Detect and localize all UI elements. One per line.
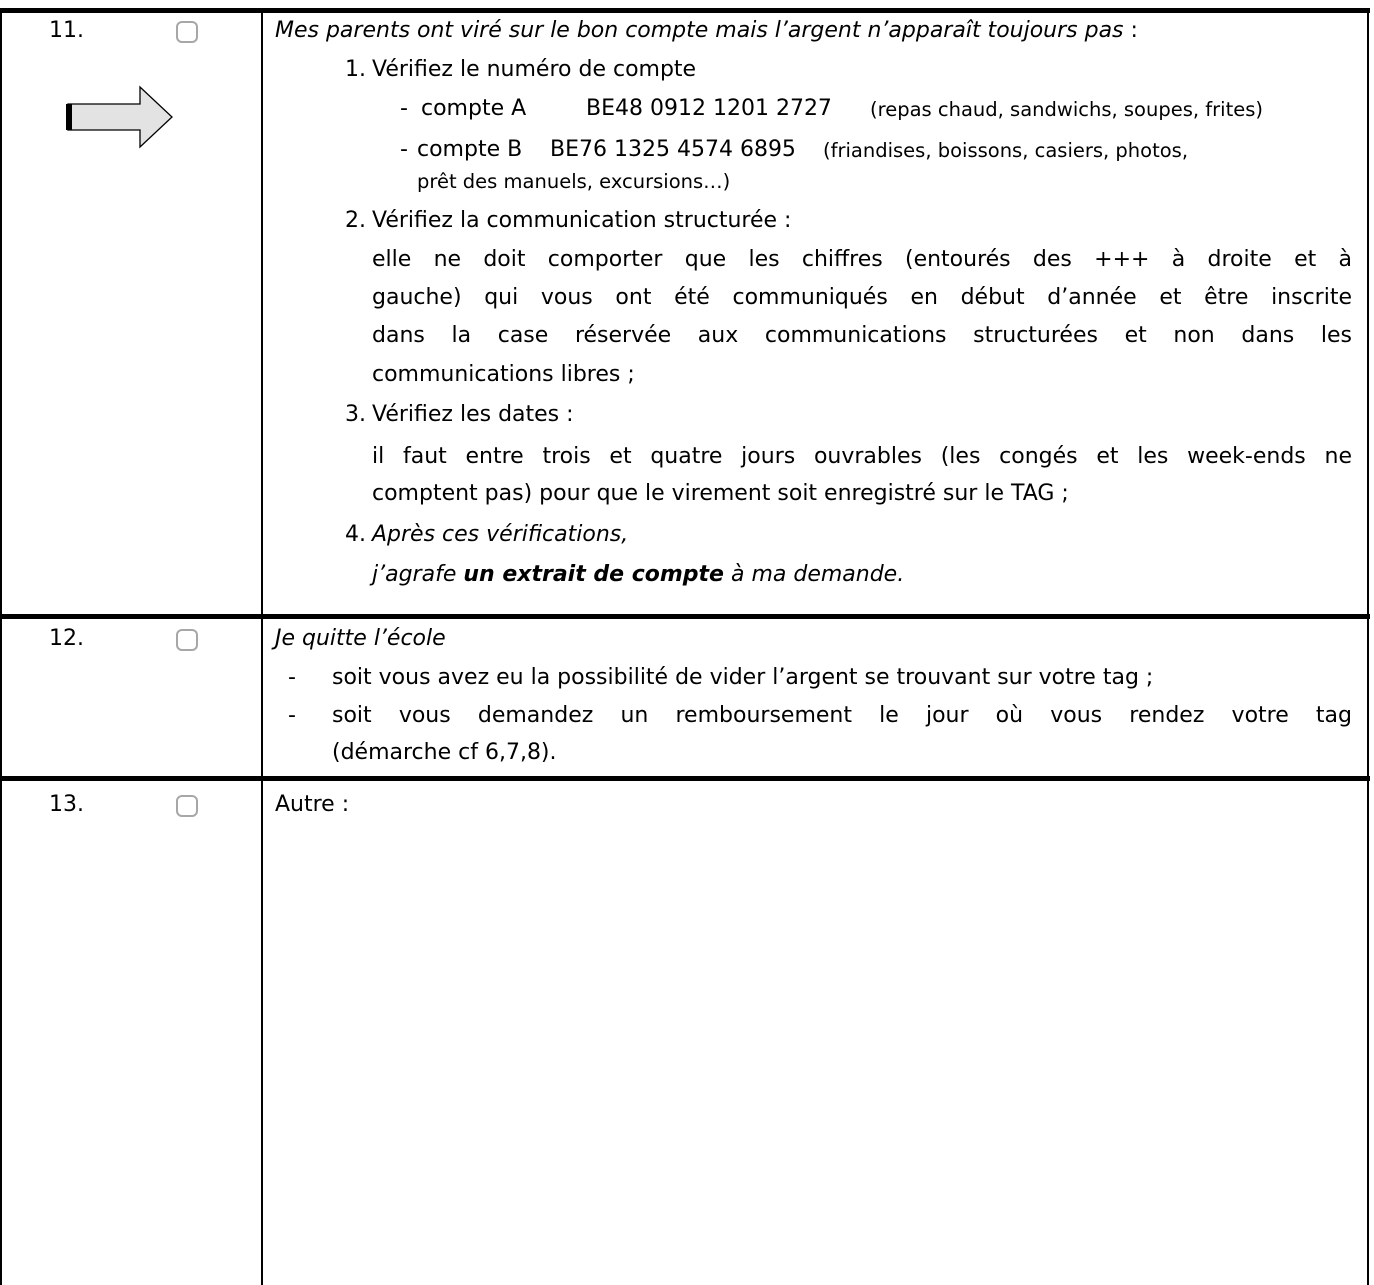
list-dash: - [400, 96, 408, 121]
account-iban: BE48 0912 1201 2727 [586, 96, 832, 121]
row-number: 13. [49, 792, 84, 817]
bullet-paragraph [332, 701, 1352, 731]
row-number: 11. [49, 18, 84, 43]
column-divider [261, 8, 263, 1285]
step-number: 1. [345, 57, 366, 82]
paragraph-line: soit vous demandez un remboursement le jour où vous rendez votre tag [332, 703, 1352, 728]
paragraph-line: communications libres ; [372, 362, 635, 387]
step-label: Vérifiez les dates : [372, 402, 574, 427]
step-conclusion [372, 560, 904, 590]
conclusion-pre: j’agrafe [372, 562, 464, 587]
account-iban: BE76 1325 4574 6895 [550, 137, 796, 162]
account-detail: (friandises, boissons, casiers, photos, [823, 139, 1189, 162]
row-title [275, 16, 1138, 46]
paragraph-line: dans la case réservée aux communications structurées et non dans les [372, 323, 1352, 348]
row-title-text: Mes parents ont viré sur le bon compte mais l’argent n’apparaît toujours pas [275, 18, 1124, 43]
row-checkbox[interactable] [176, 795, 198, 817]
table-left-border [0, 8, 2, 1285]
list-dash: - [400, 137, 408, 162]
row-title: Je quitte l’école [275, 626, 446, 651]
step-number: 2. [345, 208, 366, 233]
table-top-border [0, 8, 1370, 13]
conclusion-emphasis: un extrait de compte [463, 562, 724, 587]
table-right-border [1367, 8, 1369, 1285]
arrow-right-icon [64, 84, 176, 150]
step-number: 4. [345, 522, 366, 547]
step-label: Vérifiez la communication structurée : [372, 208, 792, 233]
account-name: compte B [417, 137, 523, 162]
step-paragraph [372, 245, 1352, 351]
account-detail: (repas chaud, sandwichs, soupes, frites) [870, 98, 1263, 121]
row-divider-12-13 [0, 776, 1370, 781]
row-title-suffix: : [1123, 18, 1138, 43]
paragraph-line: gauche) qui vous ont été communiqués en début d’année et être inscrite [372, 285, 1352, 310]
account-detail-continued: prêt des manuels, excursions…) [417, 170, 731, 193]
step-paragraph [372, 442, 1352, 472]
step-label: Après ces vérifications, [372, 522, 629, 547]
paragraph-line: elle ne doit comporter que les chiffres (entourés des +++ à droite et à [372, 247, 1352, 272]
paragraph-line: comptent pas) pour que le virement soit enregistré sur le TAG ; [372, 481, 1069, 506]
row-title: Autre : [275, 792, 350, 817]
row-checkbox[interactable] [176, 629, 198, 651]
step-number: 3. [345, 402, 366, 427]
bullet-text: soit vous avez eu la possibilité de vider l’argent se trouvant sur votre tag ; [332, 665, 1154, 690]
list-dash: - [288, 665, 296, 690]
list-dash: - [288, 703, 296, 728]
paragraph-line: il faut entre trois et quatre jours ouvrables (les congés et les week-ends ne [372, 444, 1352, 469]
step-label: Vérifiez le numéro de compte [372, 57, 697, 82]
free-text-area[interactable] [270, 830, 1360, 1280]
row-number: 12. [49, 626, 84, 651]
paragraph-line: (démarche cf 6,7,8). [332, 740, 557, 765]
row-divider-11-12 [0, 614, 1370, 619]
conclusion-post: à ma demande. [723, 562, 905, 587]
account-name: compte A [421, 96, 527, 121]
row-checkbox[interactable] [176, 21, 198, 43]
